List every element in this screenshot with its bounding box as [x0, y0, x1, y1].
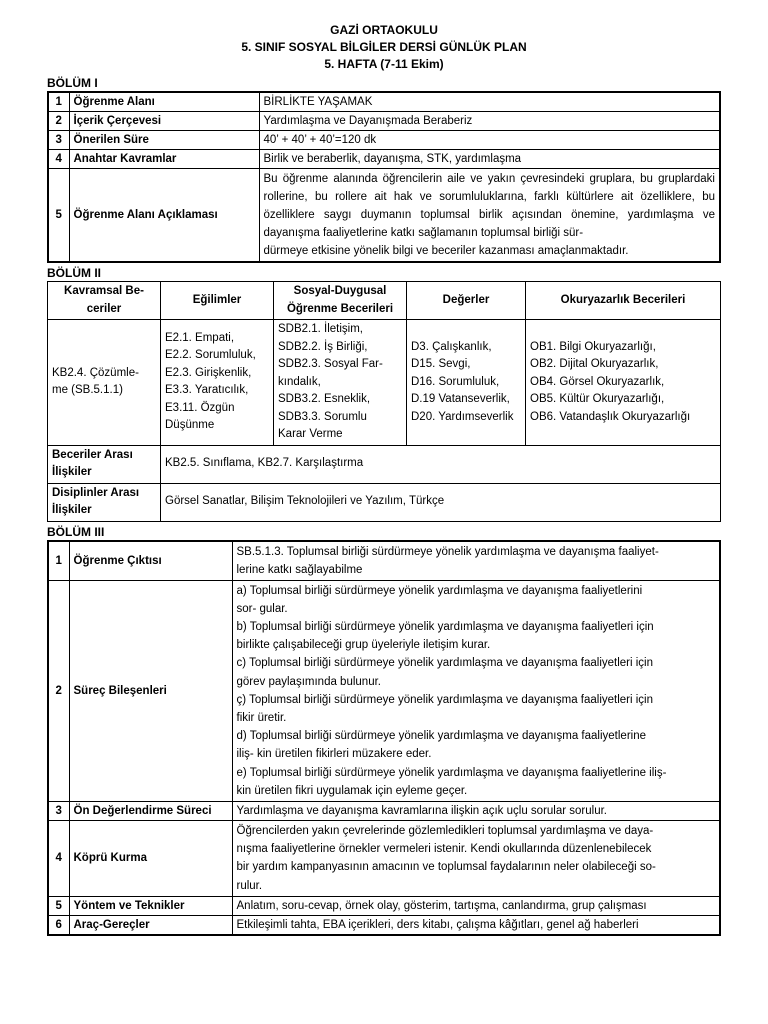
- row-number: 3: [48, 801, 69, 820]
- cell-line: rulur.: [236, 879, 263, 892]
- description-text: Bu öğrenme alanında öğrencilerin aile ve yakın çevresindeki gruplara, bu gruplardaki rollerine, bu rollere ait hak ve sorumluluklarına, farklı kültürlere ait özelliklere, bu özelliklere saygı duymanın toplumsal birlik açısından önemine, yardımlaşma ve dayanışma faaliyetlerine katkı sağlamanın toplumsal birliği sür-: [263, 173, 715, 239]
- table-row: [48, 580, 720, 801]
- section1-title: BÖLÜM I: [47, 76, 98, 90]
- table-header-row: [48, 282, 721, 320]
- plan-title: 5. SINIF SOSYAL BİLGİLER DERSİ GÜNLÜK PLAN: [241, 40, 527, 54]
- cell-line: Karar Verme: [278, 428, 343, 440]
- cell-line: İlişkiler: [52, 504, 92, 516]
- week-label: 5. HAFTA (7-11 Ekim): [324, 57, 444, 71]
- row-value: [232, 820, 720, 896]
- cell-line: c) Toplumsal birliği sürdürmeye yönelik yardımlaşma ve dayanışma faaliyetleri için: [236, 657, 654, 670]
- row-number: 4: [48, 150, 69, 169]
- row-value: Yardımlaşma ve dayanışma kavramlarına ilişkin açık uçlu sorular sorulur.: [232, 801, 720, 820]
- beceriler-label: [48, 445, 161, 483]
- disiplinler-label: [48, 483, 161, 521]
- lesson-plan-document: [47, 22, 721, 936]
- row-number: 6: [48, 915, 69, 935]
- table-row: [48, 320, 721, 446]
- cell-line: görev paylaşımında bulunur.: [236, 675, 381, 688]
- okuryazarlik-cell: [526, 320, 721, 446]
- row-number: 2: [48, 112, 69, 131]
- row-label: Ön Değerlendirme Süreci: [69, 801, 232, 820]
- section1-table: [47, 91, 721, 263]
- header-line: Sosyal-Duygusal: [293, 285, 387, 297]
- row-number: 1: [48, 541, 69, 581]
- cell-line: E2.1. Empati,: [165, 331, 235, 344]
- egilimler-cell: [161, 320, 274, 446]
- header-line: ceriler: [86, 302, 122, 315]
- row-label: Araç-Gereçler: [69, 915, 232, 935]
- row-number: 1: [48, 92, 69, 112]
- row-label: Öğrenme Çıktısı: [69, 541, 232, 581]
- cell-line: e) Toplumsal birliği sürdürmeye yönelik yardımlaşma ve dayanışma faaliyetlerine iliş-: [236, 766, 667, 779]
- header-line: Kavramsal Be-: [64, 285, 144, 297]
- cell-line: nışma faaliyetlerine örnekler vermeleri istenir. Kendi okullarında düzenlenebilecek: [236, 843, 652, 856]
- row-label: Yöntem ve Teknikler: [69, 896, 232, 915]
- description-text-end: dürmeye etkisine yönelik bilgi ve beceriler kazanması amaçlanmaktadır.: [263, 245, 629, 257]
- disiplinler-value: Görsel Sanatlar, Bilişim Teknolojileri ve Yazılım, Türkçe: [161, 483, 721, 521]
- cell-line: lerine katkı sağlayabilme: [236, 563, 363, 576]
- cell-line: OB6. Vatandaşlık Okuryazarlığı: [530, 410, 691, 423]
- cell-line: SB.5.1.3. Toplumsal birliği sürdürmeye yönelik yardımlaşma ve dayanışma faaliyet-: [236, 545, 659, 558]
- row-label: Öğrenme Alanı Açıklaması: [69, 169, 259, 263]
- row-value: [259, 169, 720, 263]
- cell-line: Düşünme: [165, 419, 215, 432]
- cell-line: D3. Çalışkanlık,: [411, 340, 492, 353]
- row-value: BİRLİKTE YAŞAMAK: [259, 92, 720, 112]
- row-number: 2: [48, 580, 69, 801]
- kavramsal-cell: [48, 320, 161, 446]
- cell-line: SDB2.3. Sosyal Far-: [278, 358, 383, 370]
- row-value: 40’ + 40’ + 40’=120 dk: [259, 131, 720, 150]
- header-sdb: [274, 282, 407, 320]
- cell-line: SDB2.2. İş Birliği,: [278, 340, 368, 353]
- cell-line: E3.3. Yaratıcılık,: [165, 384, 249, 397]
- table-row: [48, 820, 720, 896]
- cell-line: SDB3.2. Esneklik,: [278, 393, 371, 405]
- degerler-cell: [407, 320, 526, 446]
- cell-line: Beceriler Arası: [52, 448, 133, 461]
- header-degerler: Değerler: [407, 282, 526, 320]
- header-okuryazarlik: Okuryazarlık Becerileri: [526, 282, 721, 320]
- school-name: GAZİ ORTAOKULU: [330, 23, 438, 37]
- cell-line: a) Toplumsal birliği sürdürmeye yönelik yardımlaşma ve dayanışma faaliyetlerini: [236, 584, 643, 597]
- cell-line: E2.2. Sorumluluk,: [165, 349, 256, 362]
- cell-line: OB4. Görsel Okuryazarlık,: [530, 375, 665, 388]
- cell-line: Disiplinler Arası: [52, 486, 140, 499]
- table-row: [48, 112, 720, 131]
- cell-line: fikir üretir.: [236, 711, 287, 724]
- sdb-cell: [274, 320, 407, 446]
- table-row: [48, 169, 720, 263]
- document-header: [47, 22, 721, 73]
- row-label: Anahtar Kavramlar: [69, 150, 259, 169]
- cell-line: iliş- kin üretilen fikirleri müzakere eder.: [236, 748, 432, 761]
- cell-line: OB2. Dijital Okuryazarlık,: [530, 358, 659, 370]
- row-value: [232, 541, 720, 581]
- section2-title: BÖLÜM II: [47, 266, 101, 280]
- cell-line: D20. Yardımseverlik: [411, 410, 514, 423]
- cell-line: OB5. Kültür Okuryazarlığı,: [530, 393, 665, 405]
- cell-line: KB2.4. Çözümle-: [52, 366, 139, 379]
- cell-line: kin üretilen fikri uygulamak için eyleme geçer.: [236, 784, 468, 797]
- cell-line: kındalık,: [278, 375, 321, 388]
- section3-table: [47, 540, 721, 936]
- beceriler-value: KB2.5. Sınıflama, KB2.7. Karşılaştırma: [161, 445, 721, 483]
- row-number: 3: [48, 131, 69, 150]
- table-row: [48, 445, 721, 483]
- cell-line: sor- gular.: [236, 602, 288, 615]
- table-row: [48, 801, 720, 820]
- cell-line: E3.11. Özgün: [165, 401, 235, 414]
- header-egilimler: Eğilimler: [161, 282, 274, 320]
- row-number: 5: [48, 169, 69, 263]
- table-row: [48, 541, 720, 581]
- table-row: [48, 896, 720, 915]
- cell-line: İlişkiler: [52, 466, 92, 478]
- row-number: 4: [48, 820, 69, 896]
- cell-line: d) Toplumsal birliği sürdürmeye yönelik yardımlaşma ve dayanışma faaliyetlerine: [236, 730, 646, 743]
- row-number: 5: [48, 896, 69, 915]
- row-value: Yardımlaşma ve Dayanışmada Beraberiz: [259, 112, 720, 131]
- row-label: Önerilen Süre: [69, 131, 259, 150]
- row-value: Etkileşimli tahta, EBA içerikleri, ders kitabı, çalışma kâğıtları, genel ağ haberleri: [232, 915, 720, 935]
- cell-line: D.19 Vatanseverlik,: [411, 393, 510, 405]
- cell-line: bir yardım kampanyasının amacının ve toplumsal faydalarının neler olabileceği so-: [236, 861, 656, 874]
- row-label: Süreç Bileşenleri: [69, 580, 232, 801]
- table-row: [48, 915, 720, 935]
- cell-line: me (SB.5.1.1): [52, 384, 123, 397]
- cell-line: OB1. Bilgi Okuryazarlığı,: [530, 340, 656, 353]
- cell-line: D15. Sevgi,: [411, 358, 471, 370]
- cell-line: E2.3. Girişkenlik,: [165, 366, 252, 379]
- cell-line: b) Toplumsal birliği sürdürmeye yönelik yardımlaşma ve dayanışma faaliyetleri için: [236, 620, 654, 633]
- table-row: [48, 131, 720, 150]
- section3-title: BÖLÜM III: [47, 524, 105, 539]
- row-value: Anlatım, soru-cevap, örnek olay, gösterim, tartışma, canlandırma, grup çalışması: [232, 896, 720, 915]
- cell-line: birlikte çalışabileceği grup üyeleriyle iletişim kurar.: [236, 639, 491, 652]
- section2-table: [47, 281, 721, 522]
- row-label: Öğrenme Alanı: [69, 92, 259, 112]
- cell-line: Öğrencilerden yakın çevrelerinde gözlemledikleri toplumsal yardımlaşma ve daya-: [236, 824, 654, 837]
- table-row: [48, 150, 720, 169]
- row-label: İçerik Çerçevesi: [69, 112, 259, 131]
- row-value: [232, 580, 720, 801]
- cell-line: D16. Sorumluluk,: [411, 375, 500, 388]
- header-kavramsal: [48, 282, 161, 320]
- row-label: Köprü Kurma: [69, 820, 232, 896]
- header-line: Öğrenme Becerileri: [286, 302, 394, 315]
- cell-line: ç) Toplumsal birliği sürdürmeye yönelik yardımlaşma ve dayanışma faaliyetleri için: [236, 693, 654, 706]
- table-row: [48, 483, 721, 521]
- table-row: [48, 92, 720, 112]
- cell-line: SDB3.3. Sorumlu: [278, 410, 367, 423]
- row-value: Birlik ve beraberlik, dayanışma, STK, yardımlaşma: [259, 150, 720, 169]
- cell-line: SDB2.1. İletişim,: [278, 323, 363, 335]
